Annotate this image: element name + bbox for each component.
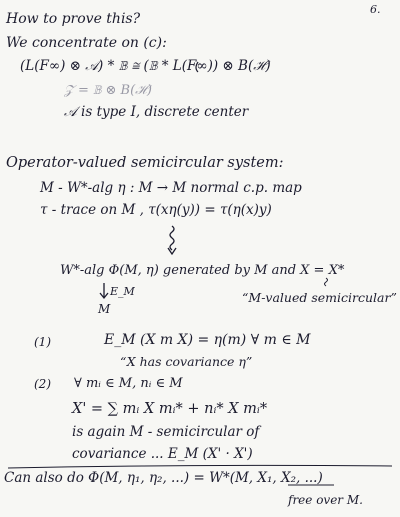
faint-formula: 𝒵 = 𝔹 ⊗ B(ℋ) <box>64 83 152 98</box>
m-label: M <box>98 302 111 316</box>
item-2-quantifier: ∀ mᵢ ∈ M, nᵢ ∈ M <box>74 376 183 391</box>
m-valued-quote: “M-valued semicircular” <box>242 290 397 305</box>
item-2-label: (2) <box>34 377 51 391</box>
can-also-line: Can also do Φ(M, η₁, η₂, ...) = W*(M, X₁, X₂, ...) <box>4 470 323 486</box>
section-title: Operator-valued semicircular system: <box>6 155 284 171</box>
page-number: 6. <box>370 3 381 16</box>
free-over-label: free over M. <box>288 493 363 507</box>
covariance-quote: “X has covariance η” <box>120 354 253 369</box>
item-1-formula: E_M (X m X) = η(m) ∀ m ∈ M <box>104 332 311 348</box>
e-m-label: E_M <box>110 285 135 298</box>
trace-line: τ - trace on M , τ(xη(y)) = τ(η(x)y) <box>40 202 272 218</box>
concentrate-line: We concentrate on (c): <box>6 35 167 51</box>
wstar-line: W*-alg Φ(M, η) generated by M and X = X* <box>60 263 345 278</box>
x-prime-formula: X' = ∑ mᵢ X mᵢ* + nᵢ* X mᵢ* <box>72 401 268 417</box>
divider-line <box>8 465 392 468</box>
setup-line: M - W*-alg η : M → M normal c.p. map <box>40 180 302 196</box>
squiggle-down-arrow <box>170 226 174 250</box>
small-squiggle <box>325 278 328 286</box>
covariance-line: covariance ... E_M (X' · X') <box>72 446 253 462</box>
squiggle-arrow-head <box>168 248 176 254</box>
discrete-center-line: 𝒜 is type I, discrete center <box>64 104 249 120</box>
item-1-label: (1) <box>34 335 51 349</box>
isomorphism-formula: (L(F∞) ⊗ 𝒜) * 𝔹 ≅ (𝔹 * L(F∞)) ⊗ B(ℋ) <box>20 58 271 74</box>
again-line: is again M - semicircular of <box>72 424 260 440</box>
heading: How to prove this? <box>6 11 141 27</box>
